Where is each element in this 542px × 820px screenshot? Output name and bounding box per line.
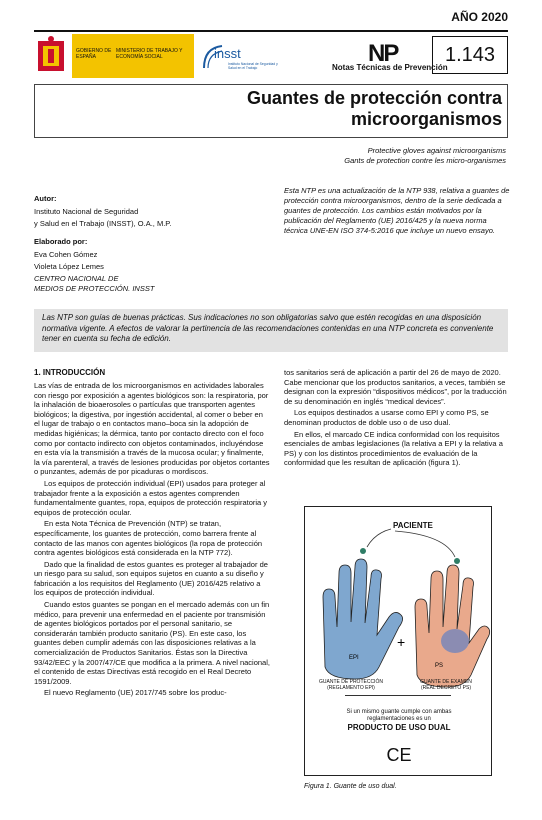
ministry-text: MINISTERIO DE TRABAJO Y ECONOMÍA SOCIAL <box>116 48 183 60</box>
title-line-2: microorganismos <box>350 109 502 129</box>
subtitle-french: Gants de protection contre les micro-organismes <box>344 156 506 165</box>
center-line: CENTRO NACIONAL DE <box>34 274 119 283</box>
prepared-heading: Elaborado por: <box>34 237 88 246</box>
author-heading: Autor: <box>34 194 57 203</box>
paragraph: En esta Nota Técnica de Prevención (NTP) se tratan, específicamente, los guantes de protección, como barrera frente al contacto de las manos con agentes biológicos (la ropa de protección contra agentes biológicos está considerada en la NTP 772). <box>34 519 263 558</box>
paragraph: En ellos, el marcado CE indica conformidad con los requisitos esenciales de ambas legislaciones (la relativa a EPI y la relativa a PS) y con los distintos procedimientos de evaluación de la conformidad que les resultan de aplicación (figura 1). <box>284 429 503 468</box>
explanation-line: Si un mismo guante cumple con ambas <box>346 709 452 715</box>
insst-wordmark: insst <box>214 46 241 61</box>
ntp-logo: NP <box>368 40 398 67</box>
disclaimer-notice: Las NTP son guías de buenas prácticas. Sus indicaciones no son obligatorias salvo que estén recogidas en una disposición normativa vigente. A efectos de valorar la pertinencia de las recomendaciones contenidas en una NTP concreta es conveniente tener en cuenta su fecha de edición. <box>34 309 508 352</box>
section-heading: 1. INTRODUCCIÓN <box>34 368 106 377</box>
government-logo <box>34 34 194 78</box>
figure-caption: Figura 1. Guante de uso dual. <box>304 783 397 790</box>
page-title <box>182 88 502 130</box>
paragraph: Las vías de entrada de los microorganismos en actividades laborales con riesgo por exposición a agentes biológicos son: la respiratoria, por la inhalación de bioaerosoles o partículas que transporten agentes biológicos; la digestiva, por ingestión accidental, al comer o beber en el lugar de trabajo o en contactos mano–boca sin la adopción de medidas higiénicas; la dérmica, tanto por contacto directo con el foco como por contacto indirecto con objetos contaminados, incluyéndose en esta vía la transmisión a través de la mucosa ocular; y finalmente, la vía parenteral, a través de lesiones producidas por objetos cortantes o punzantes, además de por picaduras o mordiscos. <box>34 381 270 477</box>
paragraph: Los equipos de protección individual (EPI) usados para proteger al trabajador frente a la exposición a estos agentes comprenden fundamentalmente guantes, ropa, equipos de protección respiratoria y equipos de protección ocular. <box>34 478 268 517</box>
subtitle-english: Protective gloves against microorganisms <box>367 146 506 155</box>
epi-tag: EPI <box>349 655 359 661</box>
author-block <box>34 194 244 296</box>
coat-of-arms-icon <box>34 35 68 77</box>
paragraph: Cuando estos guantes se pongan en el mercado además con un fin médico, para prevenir una enfermedad en el paciente por transmisión de agentes biológicos portados por el personal sanitario, se considerarán también producto sanitario (PS). En este caso, los guantes deben cumplir además con las disposiciones relativas a la comercialización de Productos Sanitarios. Éstas son la Directiva 93/42/EEC y la 2007/47/CE que modifica a la primera. A nivel nacional, el contenido de estas Directivas está recogido en el Real Decreto 1591/2009. <box>34 600 270 686</box>
figure-divider <box>345 695 451 696</box>
label-line: (REAL DECRETO PS) <box>420 685 471 691</box>
ntp-update-note: Esta NTP es una actualización de la NTP 938, relativa a guantes de protección contra microorganismos, dentro de la serie dedicada a guantes de protección. Los cambios están motivados por la publicación del Reglamento (UE) 2016/425 y la nueva norma técnica UNE-EN ISO 374-5:2016 que incluye un nuevo ensayo. <box>284 186 510 235</box>
label-line: (REGLAMENTO EPI) <box>327 685 375 691</box>
year-label: AÑO 2020 <box>451 10 508 24</box>
paragraph: Dado que la finalidad de estos guantes es proteger al trabajador de un riesgo para su salud, son equipos sujetos en cuanto a su diseño y fabricación a los requisitos del Reglamento (UE) 2016/425 relativo a los equipos de protección individual. <box>34 559 268 598</box>
dual-use-label: PRODUCTO DE USO DUAL <box>347 723 451 732</box>
ce-mark-icon: CE <box>386 745 412 765</box>
author-line: Instituto Nacional de Seguridad <box>34 207 139 216</box>
paragraph: Los equipos destinados a usarse como EPI y como PS, se denominan productos de doble uso o de uso dual. <box>284 408 489 427</box>
plus-sign: + <box>397 634 406 650</box>
center-line: MEDIOS DE PROTECCIÓN. INSST <box>34 284 155 293</box>
title-line-1: Guantes de protección contra <box>246 88 502 108</box>
label-line: GUANTE DE PROTECCIÓN <box>319 679 383 685</box>
patient-label: PACIENTE <box>393 521 433 530</box>
right-glove-label <box>403 679 489 691</box>
column-right <box>284 368 510 470</box>
ps-tag: PS <box>435 663 444 669</box>
column-left <box>34 381 270 700</box>
dual-use-explanation <box>305 709 493 733</box>
ntp-number: 1.143 <box>432 36 508 74</box>
figure-dual-use-glove <box>304 506 492 776</box>
paragraph: tos sanitarios será de aplicación a partir del 26 de mayo de 2020. Cabe mencionar que los productos sanitarios, a veces, también se designan con la expresión “dispositivos médicos”, por la traducción de su denominación en inglés “medical devices”. <box>284 368 507 406</box>
paragraph: El nuevo Reglamento (UE) 2017/745 sobre los produc- <box>44 688 227 698</box>
left-glove-label <box>309 679 393 691</box>
label-line: GUANTE DE EXAMEN <box>420 679 472 685</box>
header-rule <box>34 30 508 32</box>
insst-logo <box>200 40 280 76</box>
author-person: Eva Cohen Gómez <box>34 250 98 259</box>
government-text: GOBIERNO DE ESPAÑA <box>76 48 112 60</box>
translated-titles <box>344 146 506 166</box>
explanation-line: reglamentaciones es un <box>367 716 431 722</box>
author-person: Violeta López Lemes <box>34 262 104 271</box>
author-line: y Salud en el Trabajo (INSST), O.A., M.P. <box>34 219 172 228</box>
ntp-series-label: Notas Técnicas de Prevención <box>332 63 448 72</box>
insst-subtext: Instituto Nacional de Seguridad y Salud en el Trabajo <box>228 62 278 70</box>
